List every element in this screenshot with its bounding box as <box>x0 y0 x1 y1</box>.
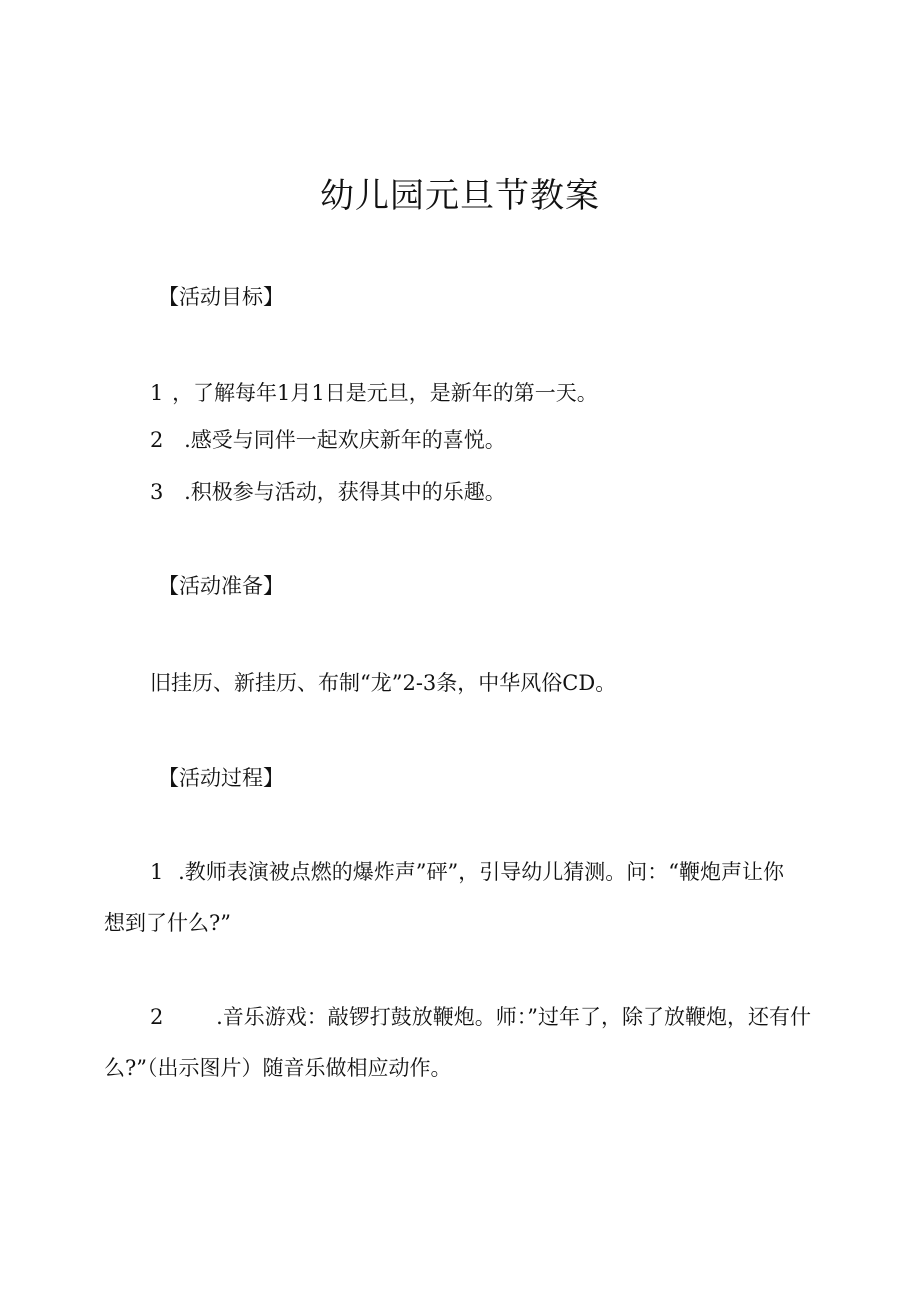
goal-item-text: .感受与同伴一起欢庆新年的喜悦。 <box>184 428 506 452</box>
process-step-1 <box>150 857 784 887</box>
goal-item-number: 3 <box>150 480 164 504</box>
process-step-number: 2 <box>150 1005 164 1029</box>
prep-heading: 【活动准备】 <box>158 574 284 598</box>
prep-text: 旧挂历、新挂历、布制“龙”2-3条，中华风俗CD。 <box>150 671 617 695</box>
goal-item-1 <box>150 378 598 408</box>
goals-heading: 【活动目标】 <box>158 285 284 309</box>
process-heading: 【活动过程】 <box>158 766 284 790</box>
process-step-text: .教师表演被点燃的爆炸声”砰”，引导幼儿猜测。问：“鞭炮声让你 <box>178 860 784 884</box>
goal-item-number: 1 <box>150 381 164 405</box>
document-title: 幼儿园元旦节教案 <box>320 176 600 216</box>
process-step-2-continued: 么?”（出示图片）随音乐做相应动作。 <box>104 1056 452 1080</box>
goal-item-text: .积极参与活动，获得其中的乐趣。 <box>184 480 506 504</box>
goal-item-number: 2 <box>150 428 164 452</box>
process-step-number: 1 <box>150 860 164 884</box>
process-step-1-continued: 想到了什么?” <box>104 911 231 935</box>
process-step-2 <box>150 1002 811 1032</box>
goal-item-3 <box>150 477 506 507</box>
goal-item-text: ，了解每年1月1日是元旦，是新年的第一天。 <box>172 381 598 405</box>
process-step-text: .音乐游戏：敲锣打鼓放鞭炮。师：”过年了，除了放鞭炮，还有什 <box>216 1005 811 1029</box>
goal-item-2 <box>150 425 506 455</box>
